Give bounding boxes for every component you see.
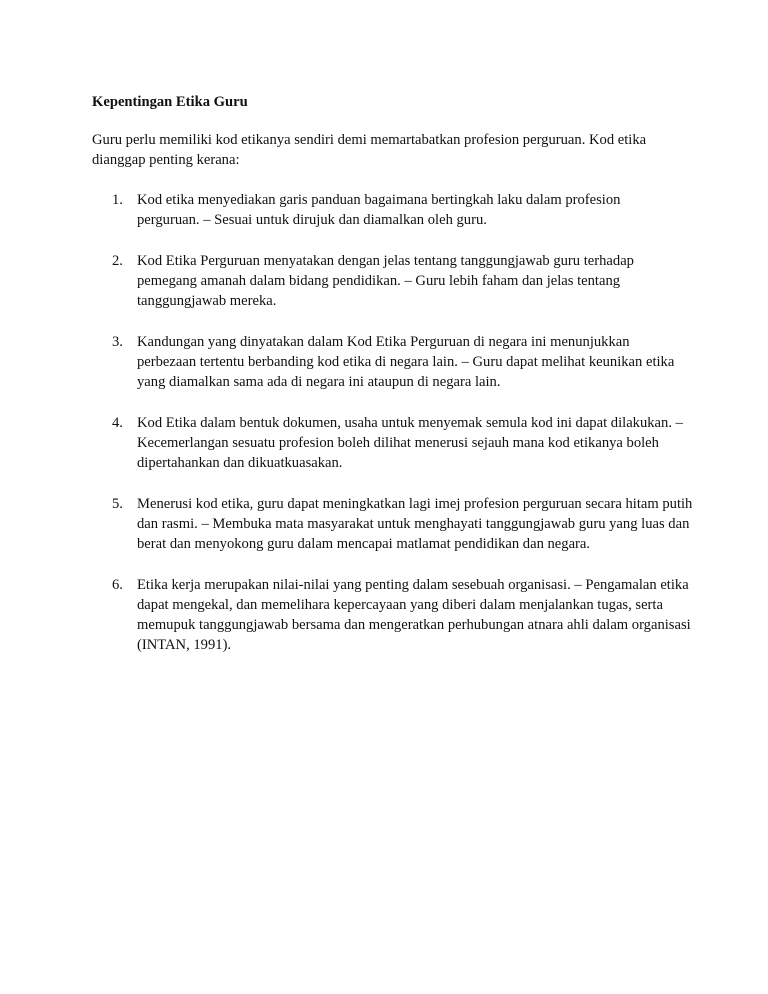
list-item-number: 5. [112,496,123,512]
list-item [92,575,702,655]
list-item-number: 2. [112,253,123,269]
list-item [92,251,692,311]
numbered-list [92,190,692,655]
list-item [92,494,697,554]
list-item-text: Kod etika menyediakan garis panduan bagaimana bertingkah laku dalam profesion perguruan. – Sesuai untuk dirujuk dan diamalkan oleh guru. [137,192,621,228]
list-item-number: 4. [112,415,123,431]
list-item [92,413,692,473]
list-item [92,190,649,230]
list-item-text: Menerusi kod etika, guru dapat meningkatkan lagi imej profesion perguruan secara hitam putih dan rasmi. – Membuka mata masyarakat untuk menghayati tanggungjawab guru yang luas dan berat dan menyokong guru dalam mencapai matlamat pendidikan dan negara. [137,496,693,552]
list-item-number: 3. [112,334,123,350]
intro-paragraph: Guru perlu memiliki kod etikanya sendiri demi memartabatkan profesion perguruan. Kod etika dianggap penting kerana: [92,132,647,168]
list-item-number: 1. [112,192,123,208]
list-item-text: Kod Etika dalam bentuk dokumen, usaha untuk menyemak semula kod ini dapat dilakukan. – Kecemerlangan sesuatu profesion boleh dilihat menerusi sejauh mana kod etikanya boleh dipertahankan dan dikuatkuasakan. [137,415,683,471]
list-item-text: Etika kerja merupakan nilai-nilai yang penting dalam sesebuah organisasi. – Pengamalan etika dapat mengekal, dan memelihara kepercayaan yang diberi dalam menjalankan tugas, serta memupuk tanggungjawab bersama dan mengeratkan perhubungan atnara ahli dalam organisasi (INTAN, 1991). [137,577,691,653]
list-item-text: Kod Etika Perguruan menyatakan dengan jelas tentang tanggungjawab guru terhadap pemegang amanah dalam bidang pendidikan. – Guru lebih faham dan jelas tentang tanggungjawab mereka. [137,253,634,309]
document-title: Kepentingan Etika Guru [92,94,248,110]
list-item-text: Kandungan yang dinyatakan dalam Kod Etika Perguruan di negara ini menunjukkan perbezaan tertentu berbanding kod etika di negara lain. – Guru dapat melihat keunikan etika yang diamalkan sama ada di negara ini ataupun di negara lain. [137,334,675,390]
document-page [92,92,692,676]
list-item-number: 6. [112,577,123,593]
list-item [92,332,692,392]
